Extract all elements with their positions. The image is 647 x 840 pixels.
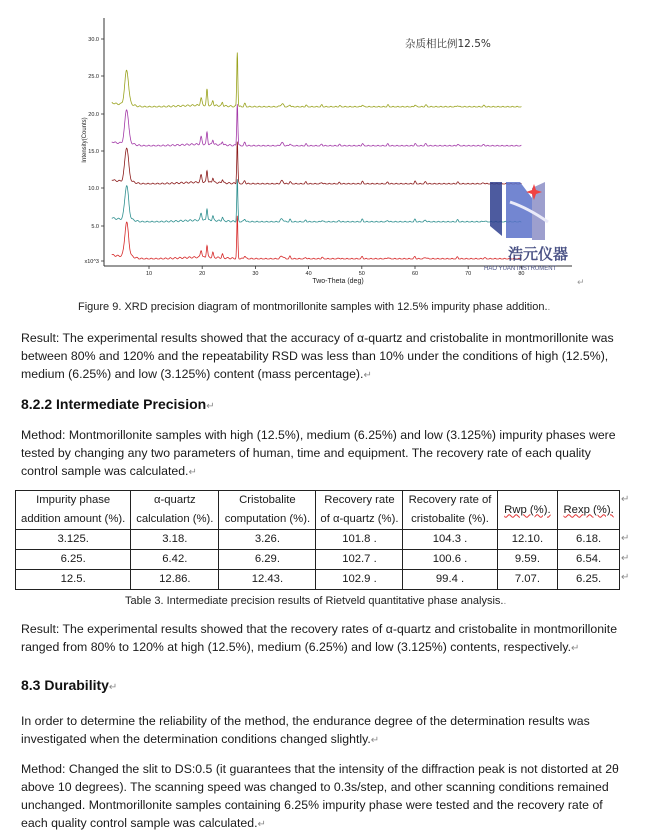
x-tick-label: 50 [358,271,365,277]
xrd-pattern-trace [112,53,522,108]
logo-watermark [484,182,568,272]
x-axis-label: Two-Theta (deg) [312,278,364,285]
table-cell: 3.18. [131,530,219,550]
table-cell: 6.25. [558,570,620,590]
table-cell: 3.26. [219,530,316,550]
table-cell: 6.25. [16,550,131,570]
logo-text: 浩元仪器 [508,245,569,263]
x-tick-label: 70 [465,271,472,277]
durability-intro-paragraph: In order to determine the reliability of the method, the endurance degree of the determination results was investigated when the determination conditions changed slightly.↵ [21,714,590,746]
y-tick-label: 10.0 [88,186,99,192]
table-cell: 12.43. [219,570,316,590]
xrd-pattern-trace [112,104,522,146]
table-row [16,550,620,570]
x-tick-label: 20 [199,271,206,277]
method-paragraph-1: Method: Montmorillonite samples with high (12.5%), medium (6.25%) and low (3.125%) impurity phases were tested by changing any two parameters of human, time and equipment. The recovery rate of each quality control sample was calculated.↵ [21,428,616,478]
intermediate-precision-table [15,490,620,590]
y-tick-label: 30.0 [88,37,99,43]
impurity-ratio-annotation: 杂质相比例12.5% [405,38,491,50]
table-cell: 99.4 . [403,570,497,590]
xrd-pattern-trace [112,142,522,184]
table-cell: 6.18. [558,530,620,550]
y-axis-label: Intensity(Counts) [82,117,88,163]
method-paragraph-2: Method: Changed the slit to DS:0.5 (it guarantees that the intensity of the diffraction peak is not distorted at 2θ above 10 degrees). The scanning speed was changed to 0.3s/step, and other scanning conditions remained unchanged. Montmorillonite samples containing 6.25% impurity phase were tested and the recovery rate of each quality control sample was calculated.↵ [21,762,619,830]
xrd-figure [0,0,647,292]
table-row-mark: ↵ [621,553,630,564]
result-paragraph-2: Result: The experimental results showed that the recovery rates of α-quartz and cristobalite in montmorillonite ranged from 80% to 120% at high (12.5%), medium (6.25%) and low (3.125%) contents, respectively.↵ [21,622,618,654]
table-cell: 6.42. [131,550,219,570]
table-header-cell: Rexp (%). [558,491,620,530]
table-header-cell: Cristobalite computation (%). [219,491,316,530]
x-tick-label: 80 [518,271,525,277]
table-header-row [16,491,620,530]
table-cell: 6.29. [219,550,316,570]
y-tick-label: x10^3 [84,259,99,265]
table-cell: 12.86. [131,570,219,590]
x-tick-label: 30 [252,271,259,277]
table-cell: 3.125. [16,530,131,550]
table-header-cell: Recovery rate of cristobalite (%). [403,491,497,530]
table-cell: 7.07. [497,570,558,590]
diffraction-patterns [112,53,522,260]
xrd-pattern-trace [112,179,522,222]
table-cell: 12.5. [16,570,131,590]
table-cell: 102.7 . [316,550,403,570]
section-heading-8-3: 8.3 Durability↵ [21,677,118,693]
table-row-mark: ↵ [621,572,630,583]
table-row-marks: ↵ [621,494,630,505]
x-tick-label: 10 [145,271,153,277]
table-cell: 12.10. [497,530,558,550]
result-paragraph-1: Result: The experimental results showed that the accuracy of α-quartz and cristobalite in montmorillonite was between 80% and 120% and the repeatability RSD was less than 10% under the conditions of high (12.5%), medium (6.25%) and low (3.125%) content (mass percentage).↵ [21,331,614,381]
y-tick-label: 20.0 [88,112,99,118]
table-cell: 101.8 . [316,530,403,550]
x-tick-label: 60 [411,271,419,277]
return-mark: ↵ [577,277,585,287]
logo-subtext: HAO YUAN INSTRUMENT [484,266,557,272]
y-tick-label: 15.0 [88,149,99,155]
table-header-cell: Rwp (%). [497,491,558,530]
x-tick-label: 40 [305,271,312,277]
y-tick-label: 25.0 [88,74,99,80]
table-row [16,570,620,590]
table-header-cell: Impurity phase addition amount (%). [16,491,131,530]
x-axis-ticks [146,266,525,277]
table-header-cell: α-quartz calculation (%). [131,491,219,530]
table-row-mark: ↵ [621,533,630,544]
table-cell: 104.3 . [403,530,497,550]
table-cell: 6.54. [558,550,620,570]
section-heading-8-2-2: 8.2.2 Intermediate Precision↵ [21,396,215,412]
table-row [16,530,620,550]
y-tick-label: 5.0 [91,224,99,230]
table-cell: 9.59. [497,550,558,570]
table-cell: 102.9 . [316,570,403,590]
table-header-cell: Recovery rate of α-quartz (%). [316,491,403,530]
table-caption: Table 3. Intermediate precision results of Rietveld quantitative phase analysis.. [125,595,507,607]
figure-caption: Figure 9. XRD precision diagram of montmorillonite samples with 12.5% impurity phase addition.. [78,301,551,313]
table-cell: 100.6 . [403,550,497,570]
